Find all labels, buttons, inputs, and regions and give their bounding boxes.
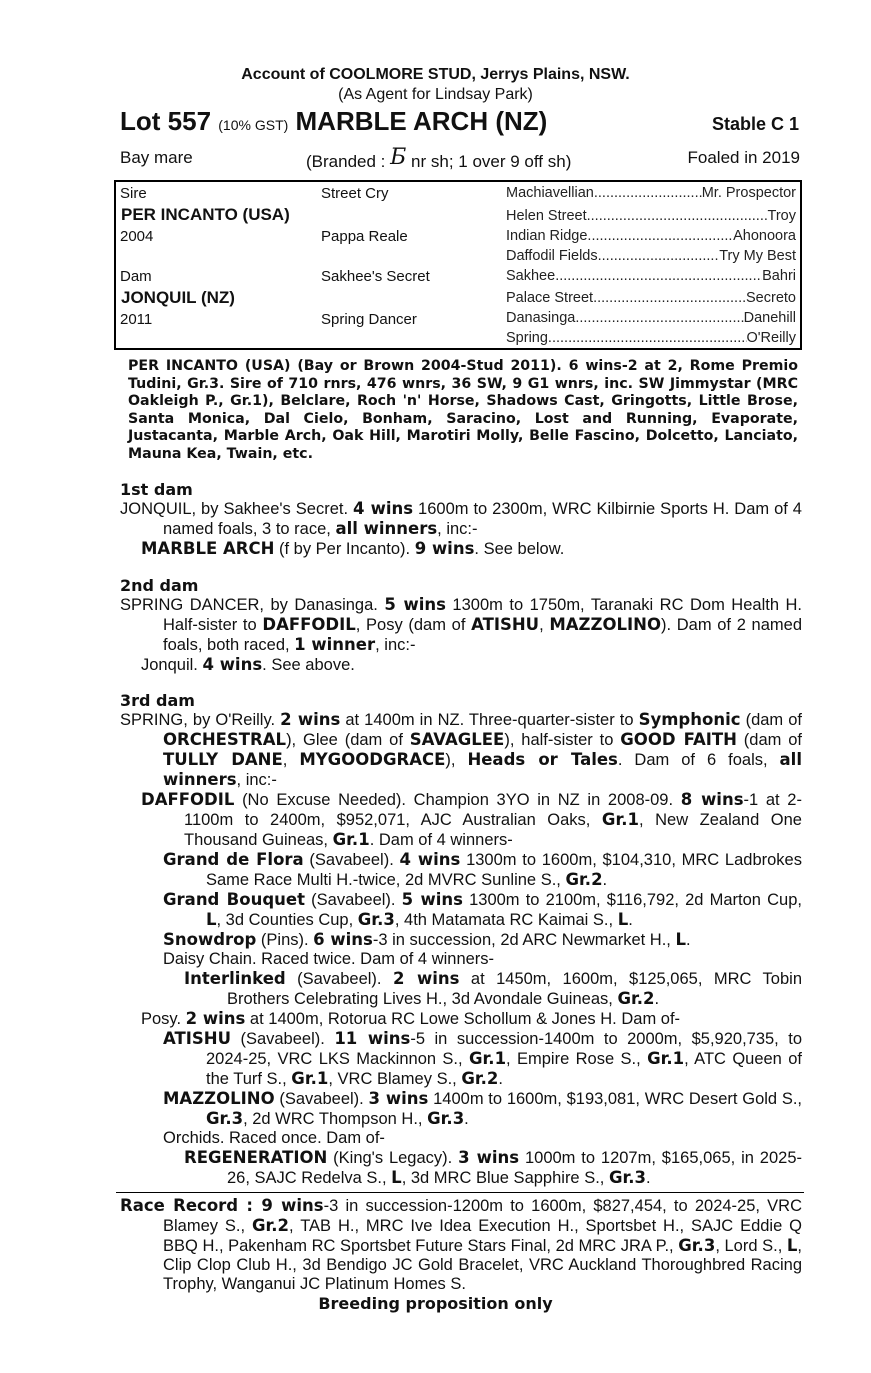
dam-paragraph: JONQUIL, by Sakhee's Secret. 4 wins 1600m to 2300m, WRC Kilbirnie Sports H. Dam of 4 named foals, 3 to race, all winners, inc:- [120,499,802,538]
foal-entry: DAFFODIL (No Excuse Needed). Champion 3YO in NZ in 2008-09. 8 wins-1 at 2-1100m to 2400m, $952,071, AJC Australian Oaks, Gr.1, New Zealand One Thousand Guineas, Gr.1. Dam of 4 winners- [141,790,802,849]
lot-number: Lot 557 [120,106,212,136]
foal-entry: MAZZOLINO (Savabeel). 3 wins 1400m to 1600m, $193,081, WRC Desert Gold S., Gr.3, 2d WRC Thompson H., Gr.3. [163,1089,803,1128]
dam-name: JONQUIL (NZ) [121,288,235,307]
foal-entry: ATISHU (Savabeel). 11 wins-5 in succession-1400m to 2000m, $5,920,735, to 2024-25, VRC LKS Mackinnon S., Gr.1, Empire Rose S., Gr.1, ATC Queen of the Turf S., Gr.1, VRC Blamey S., Gr.2. [163,1029,802,1088]
pedigree-gg-row: Palace Street ..... Secreto [506,290,796,306]
pedigree-gg-row: Daffodil Fields ..... Try My Best [506,248,796,264]
foal-entry: Grand de Flora (Savabeel). 4 wins 1300m to 1600m, $104,310, MRC Ladbrokes Same Race Multi H.-twice, 2d MVRC Sunline S., Gr.2. [163,850,802,889]
stable-location: Stable C 1 [711,114,799,134]
foaled-year: Foaled in 2019 [687,148,800,167]
foal-entry: Snowdrop (Pins). 6 wins-3 in succession, 2d ARC Newmarket H., L. [163,930,691,949]
sire-sire: Street Cry [321,185,389,202]
section-heading: 1st dam [120,480,193,499]
horse-name: MARBLE ARCH (NZ) [295,106,548,136]
brand-info: (Branded : Ƃ nr sh; 1 over 9 off sh) [306,145,572,171]
dam-sire: Sakhee's Secret [321,268,430,285]
sire-year: 2004 [120,228,154,245]
foal-entry: Interlinked (Savabeel). 2 wins at 1450m, 1600m, $125,065, MRC Tobin Brothers Celebrating Lives H., 3d Avondale Guineas, Gr.2. [184,969,802,1008]
sire-dam: Pappa Reale [321,228,408,245]
dam-paragraph: SPRING DANCER, by Danasinga. 5 wins 1300m to 1750m, Taranaki RC Dom Health H. Half-sister to DAFFODIL, Posy (dam of ATISHU, MAZZOLINO). Dam of 2 named foals, both raced, 1 winner, inc:- [120,595,802,654]
foal-entry: MARBLE ARCH (f by Per Incanto). 9 wins. See below. [141,539,565,558]
second-dam-section [120,576,802,675]
breeding-proposition: Breeding proposition only [318,1294,553,1313]
foal-entry: Orchids. Raced once. Dam of- [163,1129,385,1147]
pedigree-gg-row: Machiavellian ..... Mr. Prospector [506,185,796,201]
foal-entry: Daisy Chain. Raced twice. Dam of 4 winners- [163,950,495,968]
foal-entry: Jonquil. 4 wins. See above. [141,655,355,674]
sire-summary: PER INCANTO (USA) (Bay or Brown 2004-Stud 2011). 6 wins-2 at 2, Rome Premio Tudini, Gr.3. Sire of 710 rnrs, 476 wnrs, 36 SW, 9 G1 wnrs, inc. SW Jimmystar (MRC Oakleigh P., Gr.1), Belclare, Roch 'n' Horse, Shadows Cast, Gringotts, Little Brose, Santa Monica, Dal Cielo, Bonham, Saracino, Lost and Running, Evaporate, Justacanta, Marble Arch, Oak Hill, Marotiri Molly, Belle Fascino, Dolcetto, Lanciato, Mauna Kea, Twain, etc. [128,358,798,462]
pedigree-gg-row: Indian Ridge ..... Ahonoora [506,228,796,244]
race-record: Race Record : 9 wins-3 in succession-1200m to 1600m, $827,454, to 2024-25, VRC Blamey S., Gr.2, TAB H., MRC Ive Idea Execution H., Sportsbet H., SAJC Eddie Q BBQ H., Pakenham RC Sportsbet Future Stars Final, 2d MRC JRA P., Gr.3, Lord S., L, Clip Clop Club H., 3d Bendigo JC Gold Bracelet, VRC Auckland Thoroughbred Racing Trophy, Wanganui JC Platinum Homes S. [120,1196,802,1293]
pedigree-table [114,180,802,350]
race-record-divider [116,1192,804,1193]
third-dam-section [120,691,802,1188]
dam-paragraph: SPRING, by O'Reilly. 2 wins at 1400m in NZ. Three-quarter-sister to Symphonic (dam of ORCHESTRAL), Glee (dam of SAVAGLEE), half-sister to GOOD FAITH (dam of TULLY DANE, MYGOODGRACE), Heads or Tales. Dam of 6 foals, all winners, inc:- [120,710,802,789]
gst-note: (10% GST) [218,117,289,133]
foal-entry: Posy. 2 wins at 1400m, Rotorua RC Lowe Schollum & Jones H. Dam of- [141,1009,681,1028]
pedigree-gg-row: Helen Street ..... Troy [506,208,796,224]
race-record-label: Race Record : 9 wins [120,1196,324,1215]
dam-year: 2011 [120,311,153,328]
first-dam-section [120,480,802,559]
colour-sex: Bay mare [120,148,193,167]
pedigree-gg-row: Spring ..... O'Reilly [506,330,796,346]
pedigree-gg-row: Sakhee ..... Bahri [506,268,796,284]
brand-mark: Ƃ [390,145,407,170]
dam-dam: Spring Dancer [321,311,417,328]
dam-label: Dam [120,268,152,285]
sire-label: Sire [120,185,147,202]
sire-name: PER INCANTO (USA) [121,205,290,224]
pedigree-gg-row: Danasinga ..... Danehill [506,310,796,326]
foal-entry: Grand Bouquet (Savabeel). 5 wins 1300m to 2100m, $116,792, 2d Marton Cup, L, 3d Counties Cup, Gr.3, 4th Matamata RC Kaimai S., L. [163,890,802,929]
section-heading: 2nd dam [120,576,199,595]
foal-entry: REGENERATION (King's Legacy). 3 wins 1000m to 1207m, $165,065, in 2025-26, SAJC Redelva S., L, 3d MRC Blue Sapphire S., Gr.3. [184,1148,802,1187]
section-heading: 3rd dam [120,691,195,710]
vendor-agent: (As Agent for Lindsay Park) [338,86,533,103]
lot-title [120,106,547,137]
vendor-account: Account of COOLMORE STUD, Jerrys Plains, NSW. [241,66,630,83]
